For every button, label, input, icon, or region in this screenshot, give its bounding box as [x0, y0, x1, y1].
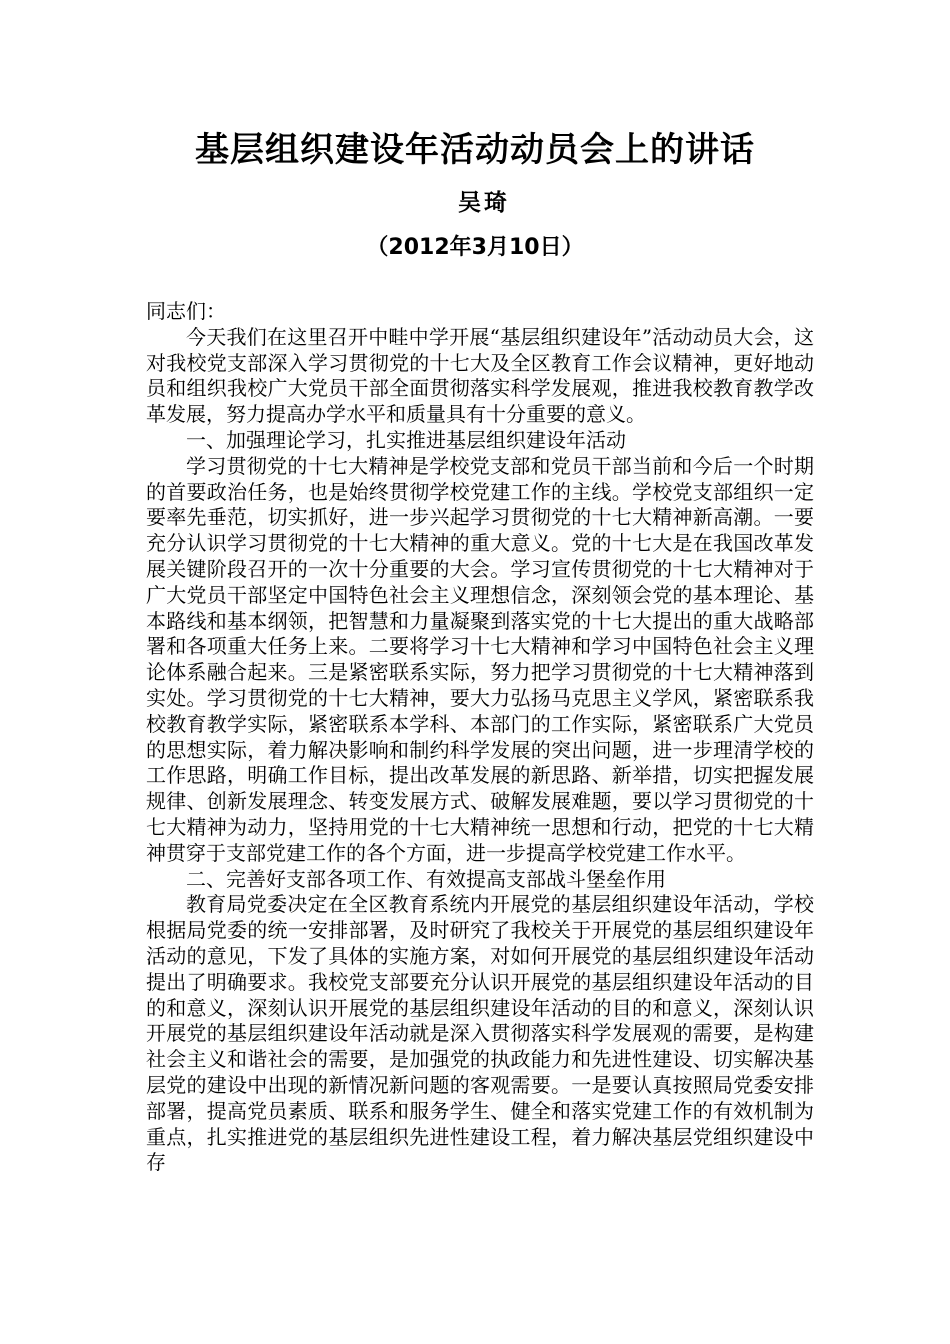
document-title: 基层组织建设年活动动员会上的讲话 — [195, 130, 755, 170]
salutation: 同志们： — [146, 299, 226, 323]
document-author: 吴琦 — [458, 190, 510, 216]
section-1-paragraph: 学习贯彻党的十七大精神是学校党支部和党员干部当前和今后一个时期的首要政治任务，也是始终贯彻学校党建工作的主线。学校党支部组织一定要率先垂范，切实抓好，进一步兴起学习贯彻党的十七大精神新高潮。一要充分认识学习贯彻党的十七大精神的重大意义。党的十七大是在我国改革发展关键阶段召开的一次十分重要的大会。学习宣传贯彻党的十七大精神对于广大党员干部坚定中国特色社会主义理想信念，深刻领会党的基本理论、基本路线和基本纲领，把智慧和力量凝聚到落实党的十七大提出的重大战略部署和各项重大任务上来。二要将学习十七大精神和学习中国特色社会主义理论体系融合起来。三是紧密联系实际，努力把学习贯彻党的十七大精神落到实处。学习贯彻党的十七大精神，要大力弘扬马克思主义学风，紧密联系我校教育教学实际，紧密联系本学科、本部门的工作实际，紧密联系广大党员的思想实际，着力解决影响和制约科学发展的突出问题，进一步理清学校的工作思路，明确工作目标，提出改革发展的新思路、新举措，切实把握发展规律、创新发展理念、转变发展方式、破解发展难题，要以学习贯彻党的十七大精神为动力，坚持用党的十七大精神统一思想和行动，把党的十七大精神贯穿于支部党建工作的各个方面，进一步提高学校党建工作水平。 — [146, 453, 814, 865]
intro-paragraph: 今天我们在这里召开中畦中学开展“基层组织建设年”活动动员大会，这对我校党支部深入学习贯彻党的十七大及全区教育工作会议精神，更好地动员和组织我校广大党员干部全面贯彻落实科学发展观，推进我校教育教学改革发展，努力提高办学水平和质量具有十分重要的意义。 — [146, 324, 814, 427]
document-body — [146, 299, 814, 1176]
section-2-paragraph: 教育局党委决定在全区教育系统内开展党的基层组织建设年活动，学校根据局党委的统一安排部署，及时研究了我校关于开展党的基层组织建设年活动的意见，下发了具体的实施方案，对如何开展党的基层组织建设年活动提出了明确要求。我校党支部要充分认识开展党的基层组织建设年活动的目的和意义，深刻认识开展党的基层组织建设年活动的目的和意义，深刻认识开展党的基层组织建设年活动就是深入贯彻落实科学发展观的需要，是构建社会主义和谐社会的需要，是加强党的执政能力和先进性建设、切实解决基层党的建设中出现的新情况新问题的客观需要。一是要认真按照局党委安排部署，提高党员素质、联系和服务学生、健全和落实党建工作的有效机制为重点，扎实推进党的基层组织先进性建设工程，着力解决基层党组织建设中存 — [146, 892, 814, 1175]
section-2-heading: 二、完善好支部各项工作、有效提高支部战斗堡垒作用 — [186, 866, 666, 891]
document-date: （2012年3月10日） — [366, 235, 584, 260]
section-1-heading: 一、加强理论学习，扎实推进基层组织建设年活动 — [186, 427, 626, 452]
